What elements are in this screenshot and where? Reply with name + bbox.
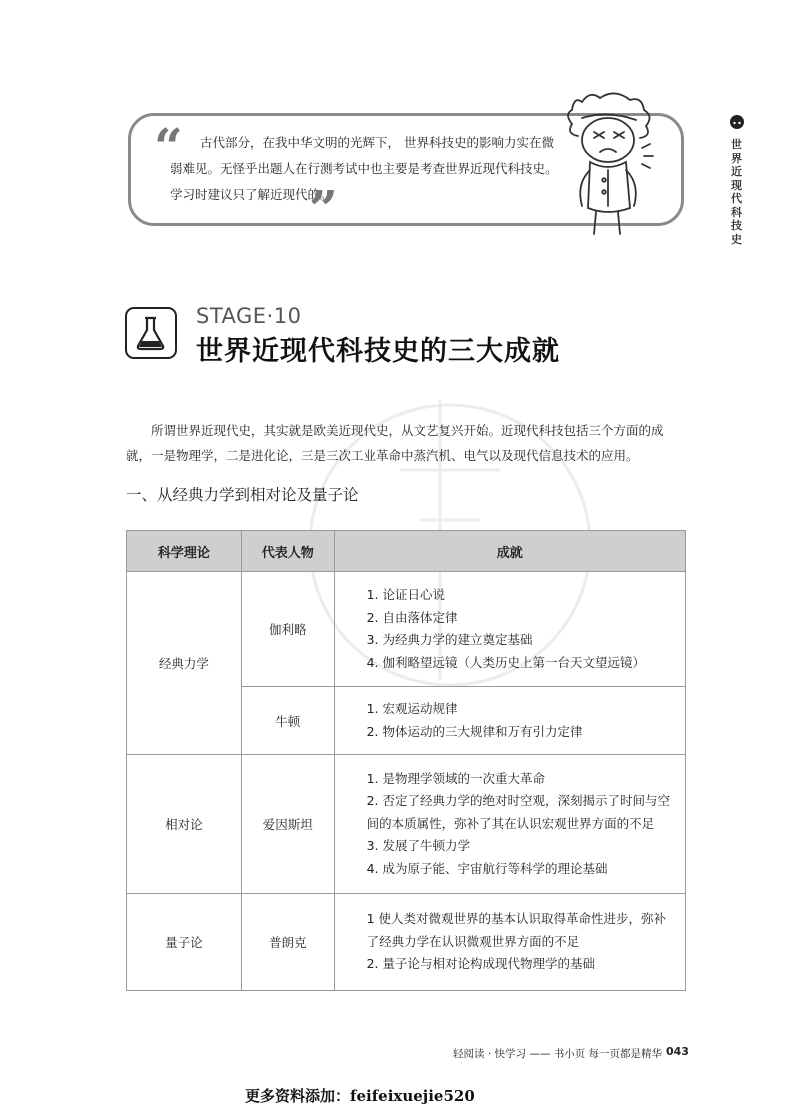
flask-icon — [125, 307, 177, 359]
achievement-item: 4. 成为原子能、宇宙航行等科学的理论基础 — [366, 860, 608, 876]
achievement-item: 3. 发展了牛顿力学 — [366, 838, 471, 854]
page-number: 043 — [666, 1045, 689, 1058]
achievement-item: 1 使人类对微观世界的基本认识取得革命性进步，弥补了经典力学在认识微观世界方面的不足 — [366, 911, 667, 949]
person-galileo: 伽利略 — [241, 572, 334, 687]
table-row — [127, 755, 686, 894]
achievements-table — [126, 530, 686, 991]
person-newton: 牛顿 — [241, 687, 334, 755]
theory-classical-mechanics: 经典力学 — [127, 572, 242, 755]
achievement-item: 2. 自由落体定律 — [366, 609, 458, 625]
person-einstein: 爱因斯坦 — [241, 755, 334, 894]
achievement-item: 1. 论证日心说 — [366, 587, 446, 602]
achievements-einstein — [334, 755, 685, 894]
section-heading: 一、从经典力学到相对论及量子论 — [126, 486, 359, 504]
achievements-planck — [334, 894, 685, 991]
stage-code: STAGE·10 — [196, 304, 302, 328]
close-quote-mark: ” — [309, 179, 332, 238]
achievement-item: 2. 物体运动的三大规律和万有引力定律 — [366, 723, 583, 739]
achievement-item: 3. 为经典力学的建立奠定基础 — [366, 632, 533, 647]
mascot-face-icon — [728, 112, 746, 130]
side-tab-label: 世界近现代科技史 — [731, 138, 742, 246]
achievement-item: 1. 是物理学领域的一次重大革命 — [366, 770, 546, 786]
theory-relativity: 相对论 — [127, 755, 242, 894]
achievements-newton — [334, 687, 685, 755]
intro-paragraph: 所谓世界近现代史，其实就是欧美近现代史，从文艺复兴开始。近现代科技包括三个方面的成就，一是物理学，二是进化论，三是三次工业革命中蒸汽机、电气以及现代信息技术的应用。 — [126, 423, 664, 463]
table-row — [127, 894, 686, 991]
intro-quote-text: 古代部分，在我中华文明的光辉下， 世界科技史的影响力实在微弱难见。无怪乎出题人在行测考试中也主要是考查世界近现代科技史。学习时建议只了解近现代的。 — [170, 135, 558, 202]
table-header-row — [127, 531, 686, 572]
open-quote-mark: “ — [154, 117, 177, 176]
header-theory: 科学理论 — [127, 531, 242, 572]
mascot-illustration — [560, 88, 680, 238]
stage-title: 世界近现代科技史的三大成就 — [196, 336, 560, 367]
header-person: 代表人物 — [241, 531, 334, 572]
promo-text: 更多资料添加：feifeixuejie520 — [245, 1087, 475, 1105]
achievement-item: 2. 否定了经典力学的绝对时空观，深刻揭示了时间与空间的本质属性，弥补了其在认识宏观世界方面的不足 — [366, 793, 671, 831]
header-achievement: 成就 — [334, 531, 685, 572]
theory-quantum: 量子论 — [127, 894, 242, 991]
person-planck: 普朗克 — [241, 894, 334, 991]
achievement-item: 1. 宏观运动规律 — [366, 701, 458, 716]
footer-tagline: 轻阅读 · 快学习 —— 书小页 每一页都是精华 — [453, 1048, 663, 1060]
table-row — [127, 572, 686, 687]
achievement-item: 4. 伽利略望远镜（人类历史上第一台天文望远镜） — [366, 654, 646, 670]
achievement-item: 2. 量子论与相对论构成现代物理学的基础 — [366, 956, 596, 972]
achievements-galileo — [334, 572, 685, 687]
